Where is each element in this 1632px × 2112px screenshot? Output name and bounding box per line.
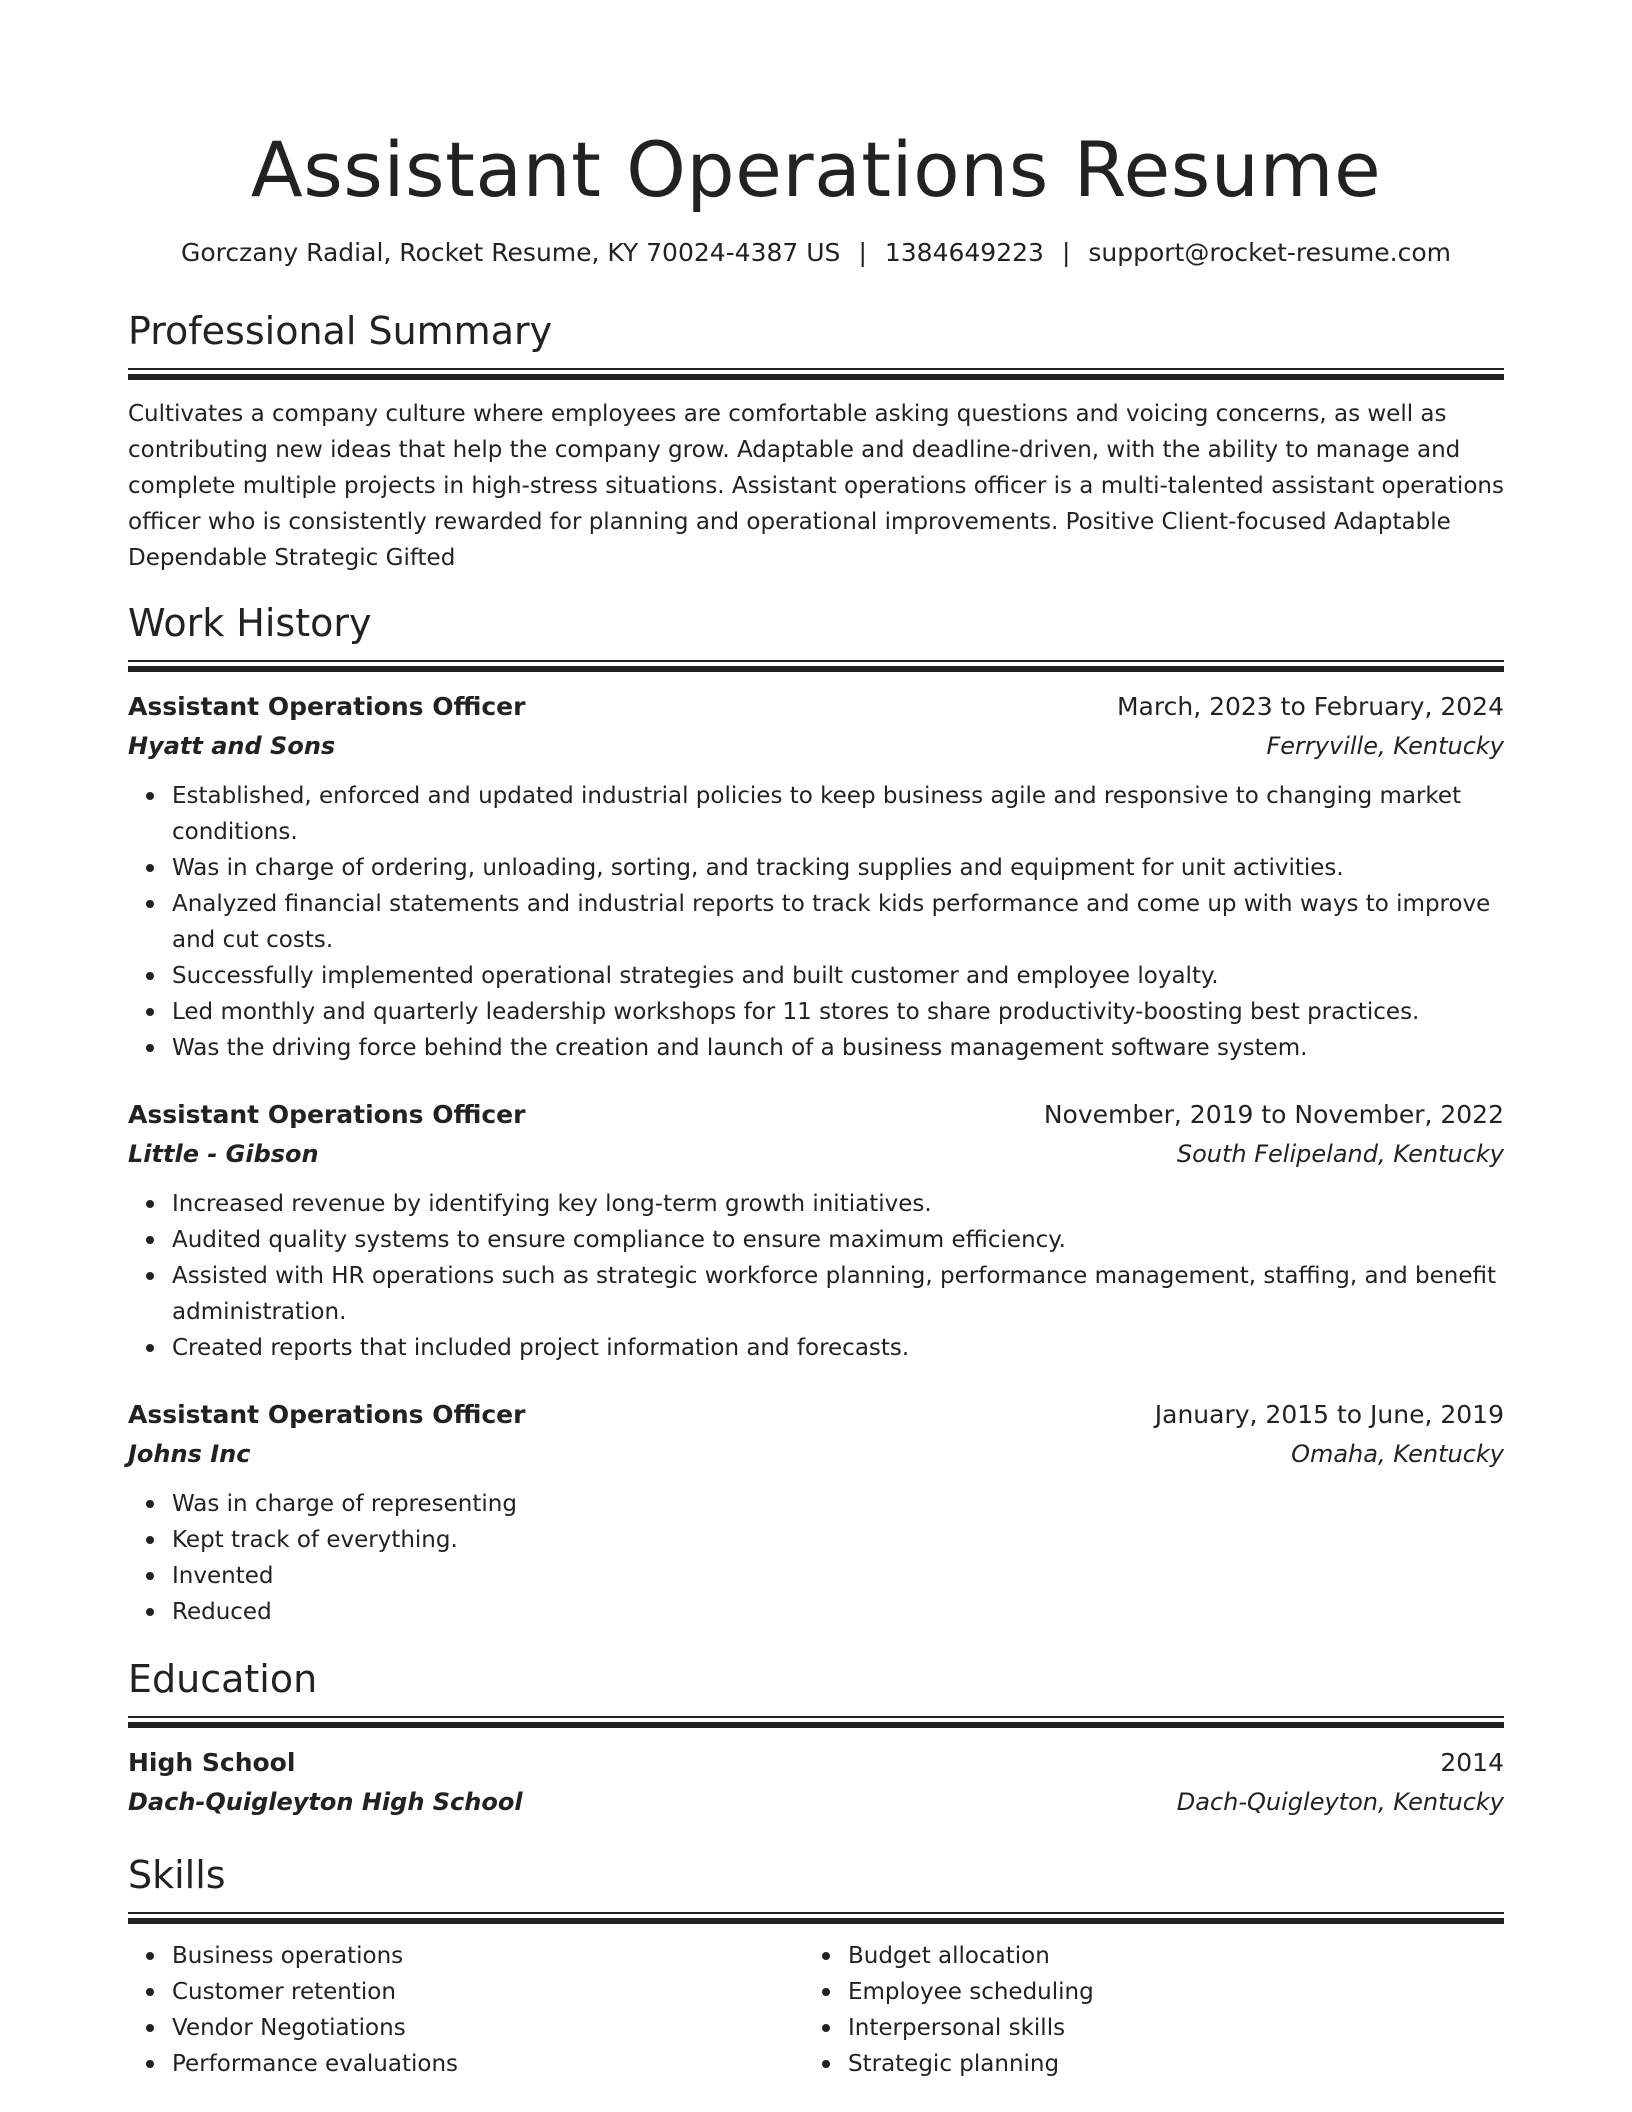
contact-separator: | — [1061, 238, 1071, 267]
job-bullet: Invented — [172, 1558, 1504, 1594]
job-bullet: Was in charge of ordering, unloading, sorting, and tracking supplies and equipment for unit activities. — [172, 850, 1504, 886]
job-bullet: Established, enforced and updated industrial policies to keep business agile and responsive to changing market conditions. — [172, 778, 1504, 850]
job-title: Assistant Operations Officer — [128, 692, 526, 721]
job-company: Johns Inc — [128, 1440, 251, 1468]
section-divider — [128, 660, 1504, 672]
education-degree: High School — [128, 1748, 296, 1777]
skills-column-right — [804, 1938, 1480, 2082]
job-bullet: Created reports that included project information and forecasts. — [172, 1330, 1504, 1366]
education-location: Dach-Quigleyton, Kentucky — [1176, 1788, 1504, 1816]
job-title: Assistant Operations Officer — [128, 1400, 526, 1429]
skill-item: Vendor Negotiations — [172, 2010, 804, 2046]
job-entry — [128, 1396, 1504, 1630]
section-heading-skills: Skills — [128, 1853, 226, 1897]
summary-section — [128, 306, 1504, 576]
skill-item: Business operations — [172, 1938, 804, 1974]
job-bullet: Assisted with HR operations such as strategic workforce planning, performance management, staffing, and benefit administration. — [172, 1258, 1504, 1330]
job-bullet: Analyzed financial statements and industrial reports to track kids performance and come up with ways to improve and cut costs. — [172, 886, 1504, 958]
summary-text: Cultivates a company culture where employees are comfortable asking questions and voicing concerns, as well as contributing new ideas that help the company grow. Adaptable and deadline-driven, with the ability to manage and complete multiple projects in high-stress situations. Assistant operations officer is a multi-talented assistant operations officer who is consistently rewarded for planning and operational improvements. Positive Client-focused Adaptable Dependable Strategic Gifted — [128, 401, 1504, 571]
education-year: 2014 — [1440, 1748, 1504, 1777]
job-location: Omaha, Kentucky — [1291, 1440, 1504, 1468]
job-bullet: Successfully implemented operational strategies and built customer and employee loyalty. — [172, 958, 1504, 994]
job-bullet: Led monthly and quarterly leadership workshops for 11 stores to share productivity-boosting best practices. — [172, 994, 1504, 1030]
section-divider — [128, 368, 1504, 380]
job-bullet: Was the driving force behind the creation and launch of a business management software system. — [172, 1030, 1504, 1066]
job-title: Assistant Operations Officer — [128, 1100, 526, 1129]
contact-email: support@rocket-resume.com — [1088, 238, 1451, 267]
job-bullet: Reduced — [172, 1594, 1504, 1630]
job-bullets — [128, 1486, 1504, 1630]
job-dates: March, 2023 to February, 2024 — [1116, 692, 1504, 721]
resume-title: Assistant Operations Resume — [250, 125, 1382, 214]
skill-item: Performance evaluations — [172, 2046, 804, 2082]
job-dates: January, 2015 to June, 2019 — [1154, 1400, 1504, 1429]
work-history-section — [128, 598, 1504, 1630]
skill-item: Budget allocation — [848, 1938, 1480, 1974]
contact-address: Gorczany Radial, Rocket Resume, KY 70024-4387 US — [181, 238, 841, 267]
section-heading-summary: Professional Summary — [128, 309, 553, 353]
education-school: Dach-Quigleyton High School — [128, 1788, 523, 1816]
job-location: South Felipeland, Kentucky — [1176, 1140, 1504, 1168]
contact-phone: 1384649223 — [884, 238, 1044, 267]
section-divider — [128, 1912, 1504, 1924]
job-location: Ferryville, Kentucky — [1266, 732, 1504, 760]
job-company: Hyatt and Sons — [128, 732, 336, 760]
skills-column-left — [128, 1938, 804, 2082]
skill-item: Employee scheduling — [848, 1974, 1480, 2010]
skill-item: Interpersonal skills — [848, 2010, 1480, 2046]
section-heading-education: Education — [128, 1657, 318, 1701]
job-bullet: Was in charge of representing — [172, 1486, 1504, 1522]
resume-page — [128, 0, 1504, 2082]
job-company: Little - Gibson — [128, 1140, 319, 1168]
job-bullets — [128, 1186, 1504, 1366]
skills-grid — [128, 1938, 1504, 2082]
job-entry — [128, 688, 1504, 1066]
skill-item: Strategic planning — [848, 2046, 1480, 2082]
section-heading-work-history: Work History — [128, 601, 372, 645]
education-entry — [128, 1744, 1504, 1822]
job-bullet: Kept track of everything. — [172, 1522, 1504, 1558]
skill-item: Customer retention — [172, 1974, 804, 2010]
job-bullet: Audited quality systems to ensure compliance to ensure maximum efficiency. — [172, 1222, 1504, 1258]
contact-separator: | — [858, 238, 867, 267]
section-divider — [128, 1716, 1504, 1728]
job-dates: November, 2019 to November, 2022 — [1043, 1100, 1504, 1129]
job-bullet: Increased revenue by identifying key long-term growth initiatives. — [172, 1186, 1504, 1222]
skills-section — [128, 1850, 1504, 2082]
contact-line — [128, 236, 1504, 270]
job-entry — [128, 1096, 1504, 1366]
job-bullets — [128, 778, 1504, 1066]
education-section — [128, 1654, 1504, 1822]
